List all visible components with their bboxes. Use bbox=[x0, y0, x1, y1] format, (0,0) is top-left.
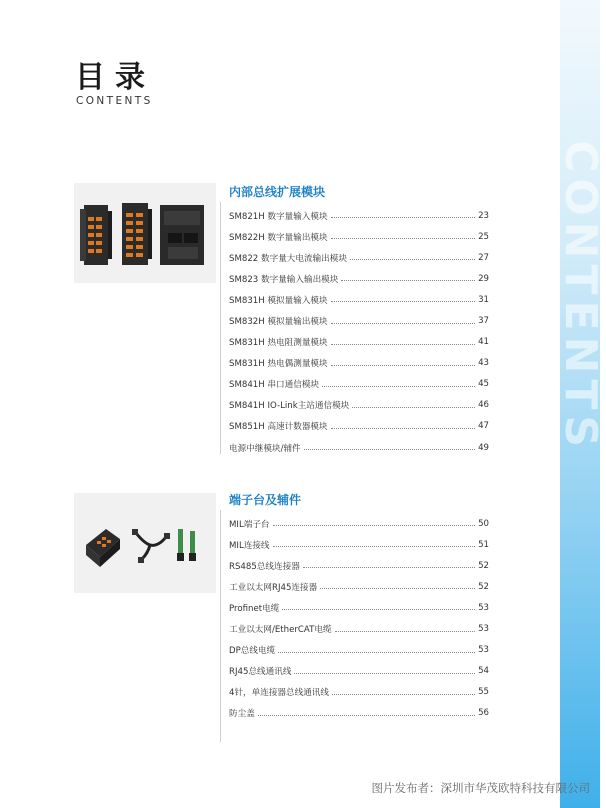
toc-entry-page: 54 bbox=[478, 666, 489, 677]
dot-leader bbox=[341, 280, 475, 281]
toc-entry-label: 防尘盖 bbox=[229, 709, 255, 720]
dot-leader bbox=[335, 631, 475, 632]
side-decoration-band bbox=[555, 0, 606, 808]
toc-entry-label: 工业以太网RJ45连接器 bbox=[229, 582, 318, 593]
toc-entry[interactable] bbox=[229, 226, 489, 247]
toc-entry-page: 25 bbox=[478, 231, 489, 242]
toc-entry-label: MIL连接线 bbox=[229, 540, 270, 551]
toc-entry-label: 4针，单连接器总线通讯线 bbox=[229, 688, 329, 699]
toc-entry-page: 31 bbox=[478, 294, 489, 305]
toc-entry-label: SM841H 串口通信模块 bbox=[229, 380, 320, 391]
publisher-credit: 图片发布者：深圳市华茂欧特科技有限公司 bbox=[371, 781, 590, 795]
toc-entry-label: MIL端子台 bbox=[229, 519, 270, 530]
dot-leader bbox=[278, 652, 475, 653]
toc-entry-page: 50 bbox=[478, 518, 489, 529]
io-modules-image bbox=[74, 183, 216, 283]
toc-list bbox=[229, 513, 489, 724]
toc-entry-label: 电源中继模块/辅件 bbox=[229, 443, 301, 454]
dot-leader bbox=[331, 365, 475, 366]
toc-entry-page: 23 bbox=[478, 210, 489, 221]
dot-leader bbox=[282, 609, 475, 610]
toc-entry[interactable] bbox=[229, 618, 489, 639]
toc-entry[interactable] bbox=[229, 597, 489, 618]
toc-entry[interactable] bbox=[229, 661, 489, 682]
toc-entry-label: SM832H 模拟量输出模块 bbox=[229, 317, 328, 328]
dot-leader bbox=[331, 344, 475, 345]
toc-entry-page: 29 bbox=[478, 273, 489, 284]
toc-entry-label: 工业以太网/EtherCAT电缆 bbox=[229, 625, 332, 636]
toc-entry-label: SM851H 高速计数器模块 bbox=[229, 422, 328, 433]
toc-entry[interactable] bbox=[229, 353, 489, 374]
toc-entry-page: 55 bbox=[478, 687, 489, 698]
dot-leader bbox=[332, 694, 475, 695]
dot-leader bbox=[352, 407, 475, 408]
toc-entry[interactable] bbox=[229, 268, 489, 289]
toc-entry-page: 45 bbox=[478, 379, 489, 390]
page-subtitle: CONTENTS bbox=[76, 95, 153, 107]
toc-entry[interactable] bbox=[229, 576, 489, 597]
toc-entry-label: DP总线电缆 bbox=[229, 646, 276, 657]
toc-entry[interactable] bbox=[229, 682, 489, 703]
toc-entry-page: 46 bbox=[478, 400, 489, 411]
section-divider-line bbox=[220, 202, 221, 454]
toc-entry-page: 41 bbox=[478, 337, 489, 348]
dot-leader bbox=[331, 217, 475, 218]
dot-leader bbox=[331, 323, 475, 324]
terminal-block-illustration bbox=[86, 529, 120, 567]
section-title: 端子台及辅件 bbox=[229, 493, 302, 507]
toc-entry-label: SM831H 模拟量输入模块 bbox=[229, 295, 328, 306]
dot-leader bbox=[331, 428, 475, 429]
side-watermark: CONTENTS bbox=[555, 140, 606, 454]
toc-entry-page: 53 bbox=[478, 645, 489, 656]
toc-entry-page: 53 bbox=[478, 624, 489, 635]
dot-leader bbox=[322, 386, 475, 387]
toc-entry-label: SM821H 数字量输入模块 bbox=[229, 211, 328, 222]
toc-entry-page: 51 bbox=[478, 539, 489, 550]
page-title: 目录 bbox=[75, 60, 155, 95]
y-cable-illustration bbox=[132, 529, 170, 563]
dot-leader bbox=[320, 588, 475, 589]
dot-leader bbox=[303, 567, 475, 568]
toc-entry-label: SM822 数字量大电流输出模块 bbox=[229, 253, 347, 264]
toc-entry-label: Profinet电缆 bbox=[229, 603, 280, 614]
toc-entry-label: SM841H IO-Link主站通信模块 bbox=[229, 401, 350, 412]
io-module-illustration bbox=[160, 205, 204, 265]
dot-leader bbox=[273, 546, 476, 547]
toc-list bbox=[229, 205, 489, 458]
toc-entry[interactable] bbox=[229, 416, 489, 437]
toc-entry-label: SM831H 热电偶测量模块 bbox=[229, 359, 328, 370]
toc-entry-page: 53 bbox=[478, 602, 489, 613]
toc-entry[interactable] bbox=[229, 374, 489, 395]
toc-entry-label: SM831H 热电阻测量模块 bbox=[229, 338, 328, 349]
dot-leader bbox=[273, 525, 476, 526]
accessories-image bbox=[74, 493, 216, 593]
toc-entry[interactable] bbox=[229, 289, 489, 310]
toc-entry-label: RJ45总线通讯线 bbox=[229, 667, 292, 678]
dot-leader bbox=[294, 673, 475, 674]
toc-entry[interactable] bbox=[229, 534, 489, 555]
dot-leader bbox=[350, 259, 475, 260]
connector-illustration bbox=[177, 529, 196, 561]
section-title: 内部总线扩展模块 bbox=[229, 185, 326, 199]
toc-entry[interactable] bbox=[229, 332, 489, 353]
dot-leader bbox=[331, 301, 475, 302]
toc-entry-label: SM822H 数字量输出模块 bbox=[229, 232, 328, 243]
toc-entry-page: 49 bbox=[478, 442, 489, 453]
toc-entry-page: 52 bbox=[478, 581, 489, 592]
toc-entry-page: 52 bbox=[478, 560, 489, 571]
section-divider-line bbox=[220, 510, 221, 742]
toc-entry-page: 56 bbox=[478, 708, 489, 719]
toc-entry[interactable] bbox=[229, 513, 489, 534]
toc-entry[interactable] bbox=[229, 640, 489, 661]
toc-entry-page: 47 bbox=[478, 421, 489, 432]
toc-entry-page: 27 bbox=[478, 252, 489, 263]
dot-leader bbox=[331, 238, 475, 239]
toc-entry[interactable] bbox=[229, 437, 489, 458]
toc-entry-page: 43 bbox=[478, 358, 489, 369]
toc-entry[interactable] bbox=[229, 205, 489, 226]
toc-entry[interactable] bbox=[229, 395, 489, 416]
dot-leader bbox=[304, 449, 475, 450]
dot-leader bbox=[258, 715, 475, 716]
io-module-illustration bbox=[122, 203, 152, 265]
toc-entry[interactable] bbox=[229, 555, 489, 576]
toc-entry-label: RS485总线连接器 bbox=[229, 561, 300, 572]
toc-entry[interactable] bbox=[229, 247, 489, 268]
toc-entry[interactable] bbox=[229, 703, 489, 724]
toc-entry-label: SM823 数字量输入输出模块 bbox=[229, 274, 339, 285]
toc-entry-page: 37 bbox=[478, 316, 489, 327]
io-module-illustration bbox=[80, 205, 112, 265]
toc-entry[interactable] bbox=[229, 310, 489, 331]
